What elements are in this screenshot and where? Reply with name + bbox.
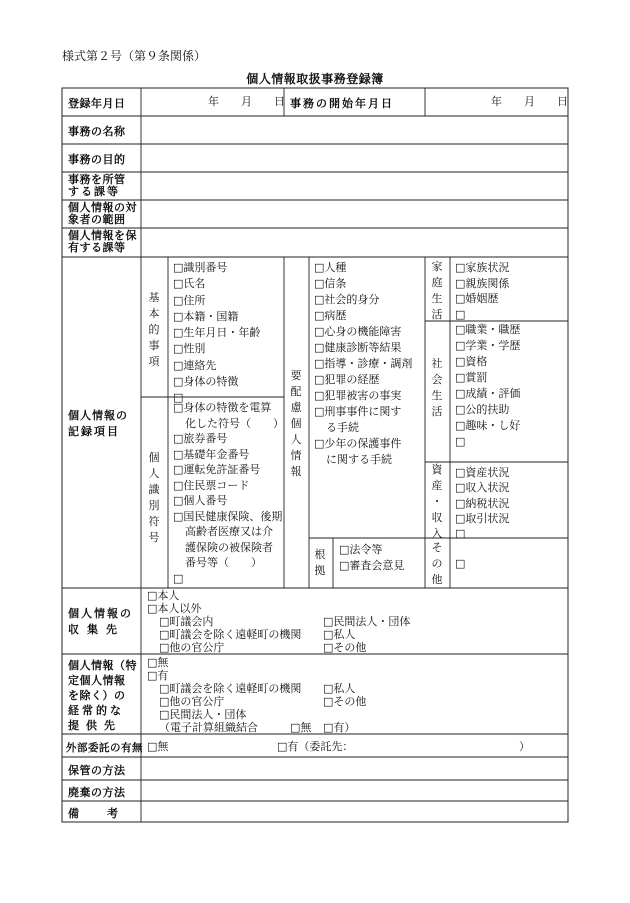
family-items-list [455,260,509,322]
asset-item[interactable]: □納税状況 [455,496,510,510]
special-item: に関する手続 [326,453,392,466]
special-item[interactable]: □刑事事件に関す [314,405,402,418]
record-items-label: 個人情報の 記録項目 [68,409,128,438]
special-item[interactable]: □人種 [314,261,347,274]
registration-date-label: 登録年月日 [68,97,126,110]
id-items-list [173,400,284,586]
id-item: 番号等（ ） [185,556,262,569]
id-item: 高齢者医療又は介 [185,525,273,538]
family-life-label: 家 庭 生 活 [431,260,443,321]
other-item[interactable]: □ [455,557,466,570]
asset-income-label: 資 産 ・ 収 入 [431,463,443,540]
collection-private-person[interactable]: □私人 [323,628,356,641]
social-item[interactable]: □成績・評価 [455,387,521,400]
basic-items-list [173,260,260,407]
id-item[interactable]: □基礎年金番号 [173,447,250,461]
basic-item[interactable]: □本籍・国籍 [173,309,239,323]
basic-item[interactable]: □住所 [173,293,206,307]
basic-item[interactable]: □性別 [173,342,206,356]
special-item[interactable]: □健康診断等結果 [314,341,402,354]
basic-items-label: 基 本 的 事 項 [148,291,160,368]
id-item: 化した符号（ ） [185,416,284,430]
family-item[interactable]: □婚姻歴 [455,292,499,305]
basis-items-list [339,542,404,574]
provision-online-none[interactable]: □無 [290,721,312,734]
asset-item[interactable]: □ [455,527,466,541]
social-item[interactable]: □資格 [455,355,488,368]
other-label: そ の 他 [431,541,443,586]
id-item[interactable]: □住民票コード [173,478,250,492]
holding-department-label: 個人情報を保 有する課等 [68,229,137,254]
collection-others[interactable]: □本人以外 [147,602,202,615]
outsourcing-none[interactable]: □無 [147,740,169,753]
provision-other-gov[interactable]: □他の官公庁 [159,695,225,708]
other-items-list [455,557,465,570]
id-item[interactable]: □個人番号 [173,494,228,507]
basis-label: 根 拠 [314,548,326,577]
id-item[interactable]: □旅券番号 [173,432,228,445]
special-item[interactable]: □犯罪の経歴 [314,373,380,386]
social-item[interactable]: □賞罰 [455,371,488,384]
collection-self[interactable]: □本人 [147,589,180,602]
provision-town-agency[interactable]: □町議会を除く遠軽町の機関 [159,682,302,695]
collection-council[interactable]: □町議会内 [159,615,214,628]
basic-item[interactable]: □生年月日・年齢 [173,326,261,340]
task-name-label: 事務の名称 [68,125,126,138]
outsourcing-yes[interactable]: □有（委託先： [277,740,354,753]
basic-item[interactable]: □身体の特徴 [173,375,239,389]
special-item: る手続 [326,421,359,434]
remarks-label: 備 考 [68,807,120,820]
special-item[interactable]: □病歴 [314,309,347,322]
collection-town-agency[interactable]: □町議会を除く遠軽町の機関 [159,628,302,641]
special-care-label: 要 配 慮 個 人 情 報 [290,369,302,478]
department-label: 事務を所管 する課等 [68,173,126,198]
special-item[interactable]: □信条 [314,277,347,290]
provision-online-yes[interactable]: □有） [323,721,356,734]
registration-date-field[interactable]: 年 月 日 [208,95,285,108]
social-item[interactable]: □ [455,435,466,448]
social-life-label: 社 会 生 活 [431,357,443,418]
provision-private-person[interactable]: □私人 [323,682,356,695]
family-item[interactable]: □家族状況 [455,261,510,274]
id-item[interactable]: □国民健康保険、後期 [173,509,283,523]
provision-other[interactable]: □その他 [323,695,367,708]
collection-private-corp[interactable]: □民間法人・団体 [323,615,411,628]
id-item[interactable]: □身体の特徴を電算 [173,401,272,414]
asset-items-list [455,465,509,541]
disposal-method-label: 廃棄の方法 [68,786,126,799]
collection-other-gov[interactable]: □他の官公庁 [159,641,225,654]
special-item[interactable]: □犯罪被害の事実 [314,389,402,402]
asset-item[interactable]: □収入状況 [455,481,510,495]
subject-scope-label: 個人情報の対 象者の範囲 [68,201,137,226]
provision-online-label: （電子計算組織結合 [159,721,258,734]
provision-none[interactable]: □無 [147,656,169,669]
basis-item[interactable]: □法令等 [339,543,383,556]
provision-label: 個人情報（特 定個人情報 を除く）の 経常的な 提供先 [68,659,137,732]
family-item[interactable]: □親族関係 [455,276,510,290]
provision-yes[interactable]: □有 [147,669,169,682]
start-date-label: 事務の開始年月日 [290,97,394,110]
social-item[interactable]: □学業・学歴 [455,339,521,352]
social-items-list [455,322,520,450]
asset-item[interactable]: □取引状況 [455,511,510,525]
social-item[interactable]: □職業・職歴 [455,323,521,336]
outsourcing-label: 外部委託の有無 [66,742,143,754]
id-code-label: 個 人 識 別 符 号 [148,451,160,544]
storage-method-label: 保管の方法 [68,764,126,777]
id-item: 護保険の被保険者 [185,540,273,554]
family-item[interactable]: □ [455,307,466,321]
special-item[interactable]: □少年の保護事件 [314,437,402,450]
special-items-list [314,260,412,468]
basic-item[interactable]: □氏名 [173,277,206,291]
social-item[interactable]: □公的扶助 [455,403,510,416]
special-item[interactable]: □指導・診療・調剤 [314,357,413,370]
basis-item[interactable]: □審査会意見 [339,559,405,572]
special-item[interactable]: □心身の機能障害 [314,325,402,338]
asset-item[interactable]: □資産状況 [455,466,510,479]
provision-private-corp[interactable]: □民間法人・団体 [159,708,247,721]
social-item[interactable]: □趣味・し好 [455,419,521,432]
task-purpose-label: 事務の目的 [68,153,126,166]
outsourcing-close: ） [519,740,530,753]
basic-item[interactable]: □識別番号 [173,261,228,274]
basic-item[interactable]: □連絡先 [173,358,217,372]
basic-item[interactable]: □ [173,391,184,405]
form-number: 様式第２号（第９条関係） [62,49,207,63]
start-date-field[interactable]: 年 月 日 [491,95,568,108]
special-item[interactable]: □社会的身分 [314,293,380,306]
id-item[interactable]: □運転免許証番号 [173,463,261,476]
page-title: 個人情報取扱事務登録簿 [246,72,384,86]
collection-label: 個人情報の 収集先 [68,607,133,636]
collection-other[interactable]: □その他 [323,641,367,654]
id-item[interactable]: □ [173,571,184,585]
